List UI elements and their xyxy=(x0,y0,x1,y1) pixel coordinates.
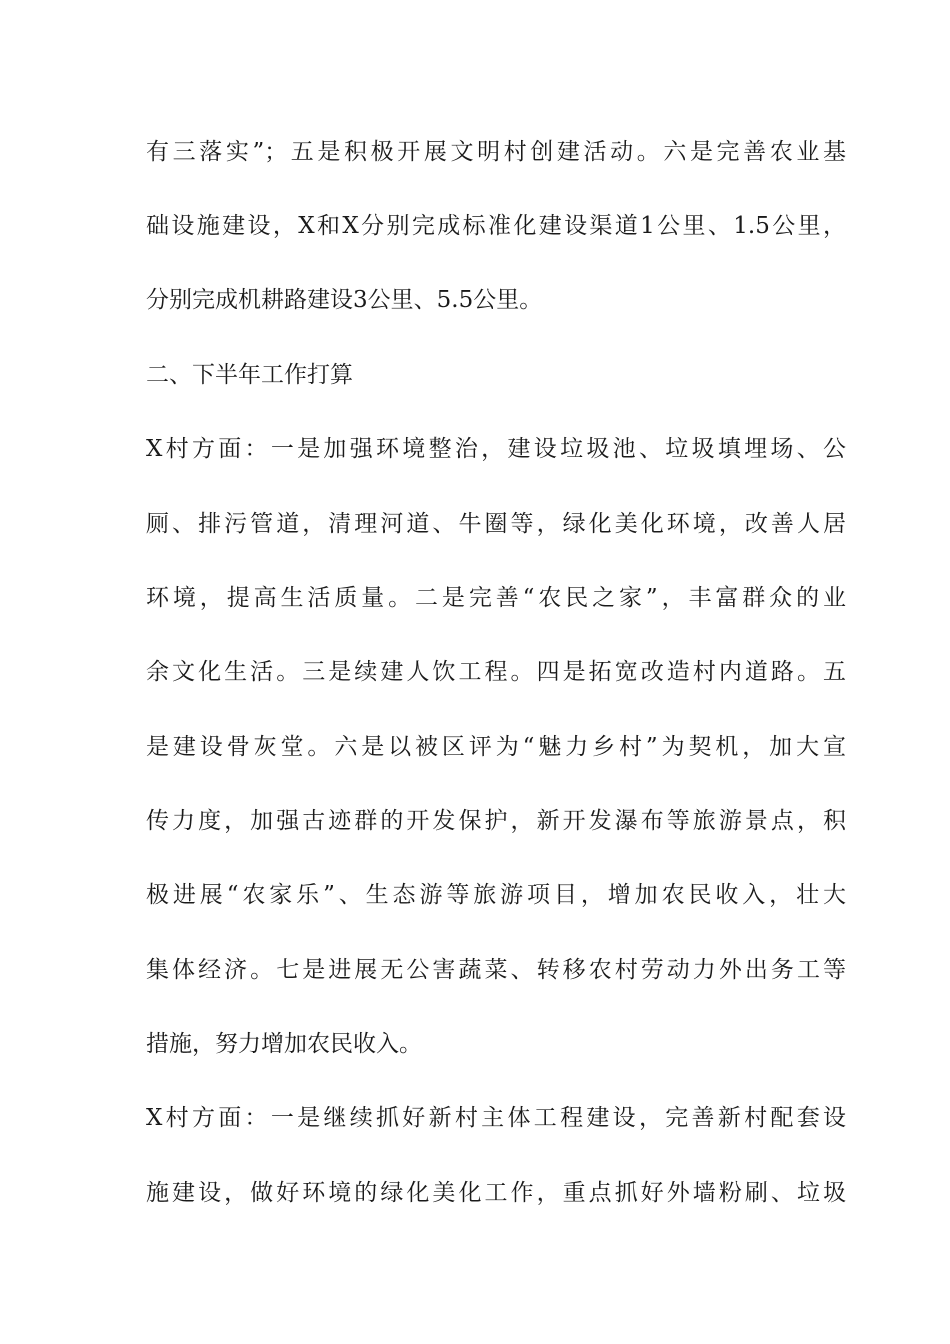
text-line: X村方面：一是继续抓好新村主体工程建设，完善新村配套设 xyxy=(146,1105,846,1131)
text-line: 余文化生活。三是续建人饮工程。四是拓宽改造村内道路。五 xyxy=(146,659,846,685)
text-line: 是建设骨灰堂。六是以被区评为“魅力乡村”为契机，加大宣 xyxy=(146,734,846,760)
text-line: 集体经济。七是进展无公害蔬菜、转移农村劳动力外出务工等 xyxy=(146,957,846,983)
text-line: 环境，提高生活质量。二是完善“农民之家”，丰富群众的业 xyxy=(146,585,846,611)
text-line: 础设施建设，X和X分别完成标准化建设渠道1公里、1.5公里， xyxy=(146,213,846,239)
text-line: 传力度，加强古迹群的开发保护，新开发瀑布等旅游景点，积 xyxy=(146,808,846,834)
section-heading: 二、下半年工作打算 xyxy=(146,362,353,388)
text-line: X村方面：一是加强环境整治，建设垃圾池、垃圾填埋场、公 xyxy=(146,436,846,462)
text-line: 极进展“农家乐”、生态游等旅游项目，增加农民收入，壮大 xyxy=(146,882,846,908)
text-line: 施建设，做好环境的绿化美化工作，重点抓好外墙粉刷、垃圾 xyxy=(146,1180,846,1206)
text-line: 措施，努力增加农民收入。 xyxy=(146,1031,422,1057)
text-line: 有三落实”；五是积极开展文明村创建活动。六是完善农业基 xyxy=(146,139,846,165)
text-line: 分别完成机耕路建设3公里、5.5公里。 xyxy=(146,287,543,313)
text-line: 厕、排污管道，清理河道、牛圈等，绿化美化环境，改善人居 xyxy=(146,511,846,537)
